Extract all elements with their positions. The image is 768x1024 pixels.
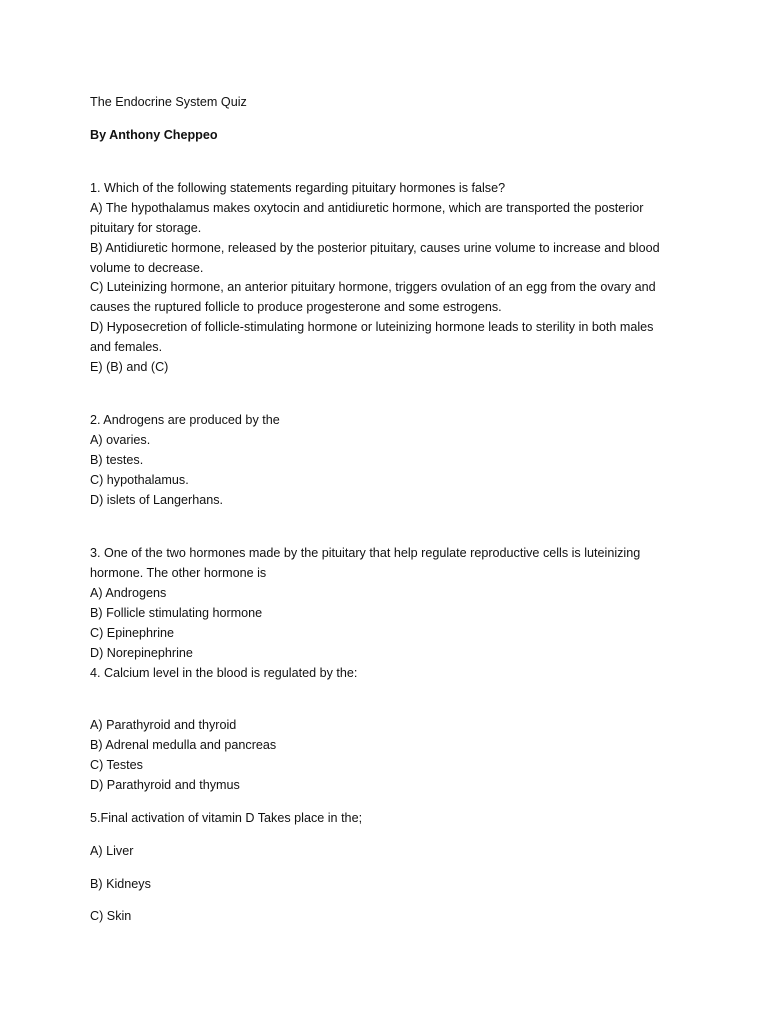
question-1-line: B) Antidiuretic hormone, released by the posterior pituitary, causes urine volume to increase and blood <box>90 241 660 255</box>
question-1-line: and females. <box>90 340 163 354</box>
question-5-line: A) Liver <box>90 844 134 858</box>
question-5-line: B) Kidneys <box>90 877 151 891</box>
question-3-line: B) Follicle stimulating hormone <box>90 606 263 620</box>
question-2-stem: 2. Androgens are produced by the <box>90 413 280 427</box>
question-1-line: D) Hyposecretion of follicle-stimulating hormone or luteinizing hormone leads to sterility in both males <box>90 320 654 334</box>
question-4-line: C) Testes <box>90 758 143 772</box>
question-4-stem: 4. Calcium level in the blood is regulated by the: <box>90 666 358 680</box>
question-4-line: D) Parathyroid and thymus <box>90 778 240 792</box>
document-title: The Endocrine System Quiz <box>90 95 247 109</box>
question-3-line: C) Epinephrine <box>90 626 175 640</box>
question-1-line: volume to decrease. <box>90 261 204 275</box>
question-1-line: A) The hypothalamus makes oxytocin and antidiuretic hormone, which are transported the posterior <box>90 201 644 215</box>
question-3-line: D) Norepinephrine <box>90 646 193 660</box>
question-1-line: causes the ruptured follicle to produce progesterone and some estrogens. <box>90 300 502 314</box>
question-2-line: D) islets of Langerhans. <box>90 493 224 507</box>
question-5-stem: 5.Final activation of vitamin D Takes place in the; <box>90 811 363 825</box>
question-2-line: C) hypothalamus. <box>90 473 189 487</box>
question-3-stem: 3. One of the two hormones made by the pituitary that help regulate reproductive cells is luteinizing <box>90 546 641 560</box>
question-1-stem: 1. Which of the following statements regarding pituitary hormones is false? <box>90 181 506 195</box>
question-4-line: A) Parathyroid and thyroid <box>90 718 237 732</box>
question-3-line: hormone. The other hormone is <box>90 566 267 580</box>
question-2-line: A) ovaries. <box>90 433 151 447</box>
question-5-line: C) Skin <box>90 909 132 923</box>
question-1-line: C) Luteinizing hormone, an anterior pituitary hormone, triggers ovulation of an egg from the ovary and <box>90 280 656 294</box>
question-4-line: B) Adrenal medulla and pancreas <box>90 738 277 752</box>
question-1-line: E) (B) and (C) <box>90 360 169 374</box>
question-3-line: A) Androgens <box>90 586 167 600</box>
document-author: By Anthony Cheppeo <box>90 128 218 142</box>
question-1-line: pituitary for storage. <box>90 221 202 235</box>
question-2-line: B) testes. <box>90 453 144 467</box>
